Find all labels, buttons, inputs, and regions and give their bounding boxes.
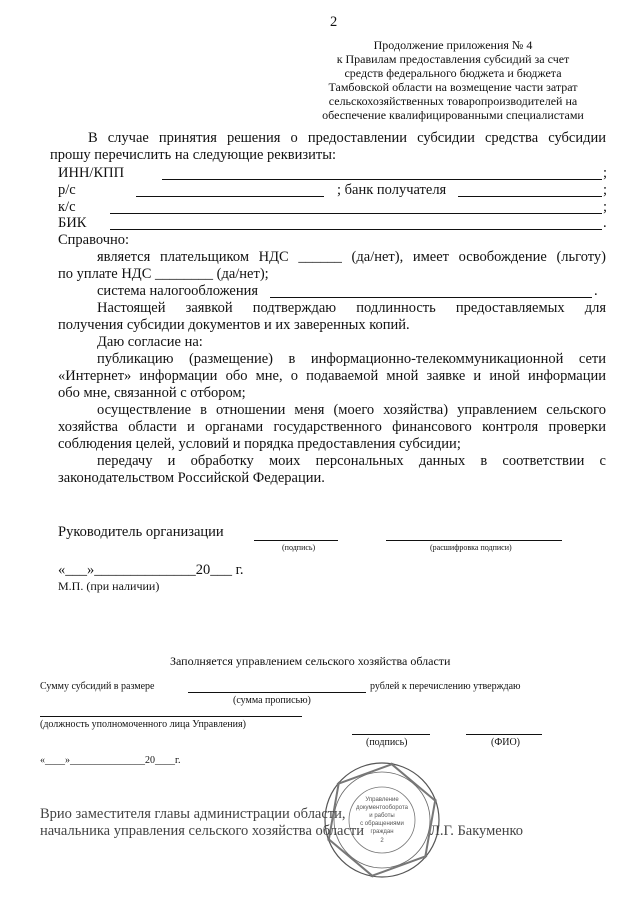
seal-line: с обращениями: [360, 821, 404, 827]
seal-line: и работы: [369, 813, 395, 819]
consent-item-3-line-1: передачу и обработку моих персональных данных в соответствии с: [97, 453, 606, 469]
sum-label: Сумму субсидий в размере: [40, 681, 155, 692]
head-decode-caption: (расшифровка подписи): [430, 543, 512, 552]
inn-kpp-label: ИНН/КПП: [58, 165, 125, 181]
approver-sign-caption: (подпись): [366, 737, 408, 748]
department-date[interactable]: «____»_______________20____г.: [40, 755, 181, 766]
consent-item-2-line-1: осуществление в отношении меня (моего хозяйства) управлением сельского: [97, 402, 606, 418]
bik-label: БИК: [58, 215, 87, 231]
tax-system-end: .: [594, 283, 598, 299]
position-caption: (должность уполномоченного лица Управления): [40, 719, 246, 730]
approver-title-line-2: начальника управления сельского хозяйства области: [40, 823, 364, 839]
inn-kpp-field[interactable]: [162, 179, 602, 180]
consent-item-1-line-1: публикацию (размещение) в информационно-телекоммуникационной сети: [97, 351, 606, 367]
header-line: к Правилам предоставления субсидий за счет: [336, 52, 570, 66]
separator: ;: [603, 199, 608, 215]
head-name-field[interactable]: [386, 540, 562, 541]
signature-date[interactable]: «___»______________20___ г.: [58, 562, 244, 578]
consent-item-2-line-2: хозяйства области и органами государственного финансового контроля проверки: [58, 419, 606, 435]
tax-system-field[interactable]: [270, 297, 592, 298]
seal-line: граждан: [370, 829, 394, 835]
seal-mid-ring: [334, 772, 430, 868]
consent-item-1-line-2: «Интернет» информации обо мне, о подаваемой мной заявке и иной информации: [58, 368, 606, 384]
consent-item-3-line-2: законодательством Российской Федерации.: [58, 470, 325, 486]
intro-line-2: прошу перечислить на следующие реквизиты:: [50, 147, 336, 163]
head-signature-field[interactable]: [254, 540, 338, 541]
head-sign-caption: (подпись): [282, 543, 316, 552]
appendix-header: [300, 38, 606, 122]
header-line: сельскохозяйственных товаропроизводителей на: [328, 94, 578, 108]
header-line: Продолжение приложения № 4: [373, 38, 533, 52]
header-line: Тамбовской области на возмещение части затрат: [328, 80, 578, 94]
ks-label: к/с: [58, 199, 76, 215]
consent-item-1-line-3: обо мне, связанной с отбором;: [58, 385, 246, 401]
vat-line-1: является плательщиком НДС ______ (да/нет), имеет освобождение (льготу): [97, 249, 606, 265]
approver-title-line-1: Врио заместителя главы администрации области,: [40, 806, 346, 822]
reference-title: Справочно:: [58, 232, 130, 248]
rs-label: р/с: [58, 182, 76, 198]
separator: ;: [603, 182, 608, 198]
rs-field[interactable]: [136, 196, 324, 197]
bik-field[interactable]: [110, 229, 602, 230]
separator: ;: [603, 165, 608, 181]
sum-field[interactable]: [188, 692, 366, 693]
consent-title: Даю согласие на:: [97, 334, 203, 350]
sum-caption: (сумма прописью): [233, 695, 311, 706]
position-field[interactable]: [40, 716, 302, 717]
approver-signature-field[interactable]: [352, 734, 430, 735]
header-line: обеспечение квалифицированными специалистами: [322, 108, 584, 122]
confirm-line-1: Настоящей заявкой подтверждаю подлинность предоставляемых для: [97, 300, 606, 316]
seal-line: 2: [380, 838, 384, 844]
intro-line-1: В случае принятия решения о предоставлении субсидии средства субсидии: [88, 130, 606, 146]
page-number: 2: [330, 14, 338, 30]
vat-line-2: по уплате НДС ________ (да/нет);: [58, 266, 269, 282]
seal-line: документооборота: [356, 805, 408, 811]
header-line: средств федерального бюджета и бюджета: [344, 66, 562, 80]
approver-name: Л.Г. Бакуменко: [430, 823, 524, 839]
stamp-place: М.П. (при наличии): [58, 579, 160, 593]
approver-fio-field[interactable]: [466, 734, 542, 735]
bank-field[interactable]: [458, 196, 602, 197]
confirm-line-2: получения субсидии документов и их заверенных копий.: [58, 317, 410, 333]
tax-system-label: система налогообложения: [97, 283, 259, 299]
bank-label: ; банк получателя: [337, 182, 447, 198]
seal-line: Управление: [365, 797, 399, 803]
sum-suffix: рублей к перечислению утверждаю: [370, 681, 521, 692]
end-period: .: [603, 215, 607, 231]
ks-field[interactable]: [110, 213, 602, 214]
approver-fio-caption: (ФИО): [491, 737, 521, 748]
head-label: Руководитель организации: [58, 524, 224, 540]
consent-item-2-line-3: соблюдения целей, условий и порядка предоставления субсидии;: [58, 436, 461, 452]
department-title: Заполняется управлением сельского хозяйства области: [170, 654, 451, 668]
